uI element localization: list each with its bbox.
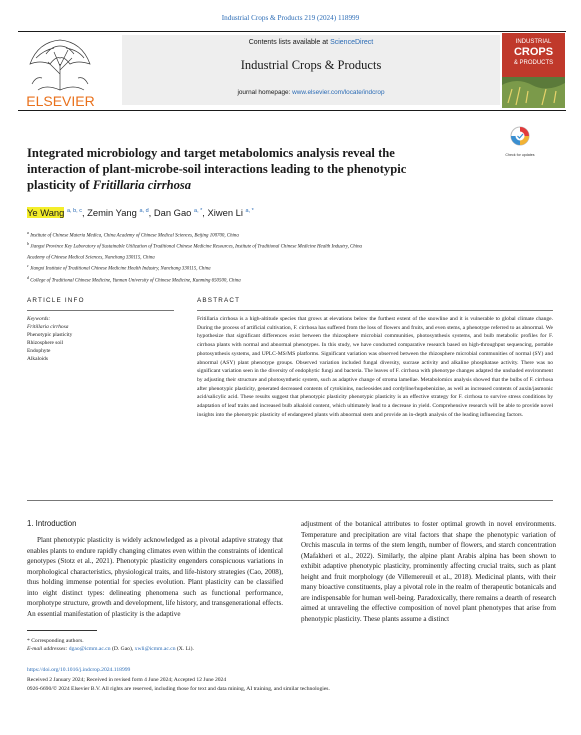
crossmark-icon — [505, 125, 535, 147]
abstract-divider — [197, 310, 553, 311]
affiliation-item — [27, 229, 537, 240]
contents-available-line — [122, 39, 500, 46]
crossmark-label: Check for updates — [505, 153, 535, 157]
keyword-item: Alkaloids — [27, 356, 48, 362]
introduction-right-column: adjustment of the botanical attributes to foster optimal growth in novel environments. Temperature and precipitation are vital factors that shape the phenotypic variation of Orchis mascula in terms of the stem length, number of flowers, and starch concentration (Mafakheri et al., 2022). Similarly, the alpine plant Arabis alpina has been shown to exhibit adaptive phenotypic plasticity, prominently affecting crucial traits, such as plant height and fruit morphology (de Villemereuil et al., 2018). Medicinal plants, with their many bioactive constituents, play a pivotal role in the realm of therapeutic botanicals and are indispensable for human well-being. Paradoxically, there remains a dearth of research aimed at unraveling the effective composition of novel plant phenotypes that arise from phenotypic plasticity. These plants assume a distinct — [301, 520, 556, 623]
journal-reference[interactable]: Industrial Crops & Products 219 (2024) 118999 — [221, 14, 360, 22]
article-info-divider — [27, 310, 174, 311]
email-owner: (X. Li). — [175, 646, 194, 652]
keywords-label: Keywords: — [27, 316, 51, 322]
journal-cover-icon — [502, 33, 565, 108]
author-list: Ye Wang $^{a, b, c}$, Zemin Yang $^{a, d}$, Dan Gao $^{a, *}$, Xiwen Li $^{a, *}$ — [27, 207, 254, 218]
author-name[interactable]: Ye Wang — [27, 207, 65, 218]
title-line-3-prefix: plasticity of — [27, 178, 93, 192]
article-info-heading: ARTICLE INFO — [27, 297, 85, 304]
email-label: E-mail addresses: — [27, 646, 69, 652]
email-line — [27, 645, 194, 653]
author-name[interactable]: Zemin Yang — [87, 207, 137, 218]
homepage-link[interactable]: www.elsevier.com/locate/indcrop — [292, 89, 385, 96]
title-line-2: interaction of plant-microbe-soil interactions leading to the phenotypic — [27, 162, 407, 176]
keywords-block — [27, 315, 174, 363]
affiliation-item — [27, 240, 537, 251]
keyword-item — [27, 323, 174, 331]
author-affiliation-marks[interactable]: a, * — [245, 207, 254, 214]
keyword-item: Endophyte — [27, 348, 51, 354]
email-owner: (D. Gao), — [110, 646, 135, 652]
author-affiliation-marks[interactable]: a, b, c — [66, 207, 82, 214]
affiliation-mark: a — [27, 230, 29, 235]
publisher-name: ELSEVIER — [26, 93, 95, 109]
author-name[interactable]: Dan Gao — [153, 207, 192, 218]
check-for-updates-badge[interactable] — [505, 125, 535, 157]
footnote-divider — [27, 630, 97, 631]
affiliation-text: Academy of Chinese Medical Sciences, Nanchang 330115, China — [27, 255, 155, 261]
journal-cover-image[interactable] — [502, 33, 565, 108]
elsevier-tree-icon — [18, 34, 103, 92]
affiliation-text: Jiangxi Province Key Laboratory of Sustainable Utilization of Traditional Chinese Medicine Resources, Institute of Traditional Chinese Medicine Health Industry, China — [30, 244, 362, 250]
author-name[interactable]: Xiwen Li — [207, 207, 243, 218]
affiliations — [27, 229, 537, 285]
affiliation-text: Institute of Chinese Materia Medica, China Academy of Chinese Medical Sciences, Beijing 100700, China — [30, 233, 239, 239]
title-species: Fritillaria cirrhosa — [92, 178, 192, 192]
title-line-1: Integrated microbiology and target metabolomics analysis reveal the — [27, 146, 395, 160]
sciencedirect-link[interactable]: ScienceDirect — [330, 39, 374, 46]
abstract-text: Fritillaria cirrhosa is a high-altitude species that grows at elevations below the furthest extent of the snowline and it is vulnerable to global climate change. During the process of artificial cultivation, F. cirrhosa has suffered from the loss of flowers and fruits, and even stems, a phenotype referred to as abnormal. We hypothesize that significant differences exist between the rhizosphere microbial communities, photosynthesis systems, and bulb metabolic profiles for F. cirrhosa plants with normal and abnormal phenotypes. In this study, we have conducted comparative research based on high-throughput sequencing, portable photosynthesis systems, and UPLC-MS/MS platforms. Significant variation was observed between the rhizosphere microbial communities of normal (SY) and abnormal (ASY) plant phenotype groups. Observed variation included fungal diversity, sucrase activity and alkaline phosphatase activity. There was no significant variation seen in the diversity of endophytic fungi and bacteria. The leaves of F. cirrhosa with phenotype changes adapted the unshaded environment by adjusting their structure and photosynthetic system, such as adaptive change of stroma lamellae. Metabolomics analysis showed that the bulbs of F. cirrhosa after phenotypic plasticity, generated decreased contents of cytokinins, nucleosides and cordyline/hupebenizine, as well as increased contents of auxin/jasmonic acid/salicylic acid. These results suggest that phenotypic plasticity phenotypic plasticity is an effective strategy for F. cirrhosa to survive stress conditions by adaptation of leaf traits and increased bulb alkaloid content, which ultimately lead to a decrease in yield. Comprehensive research will be able to provide novel insights into the phenotypic plasticity of endangered plants with abnormal stem and provide an in-depth analysis of the leading influencing factors. — [197, 316, 553, 418]
affiliation-text: College of Traditional Chinese Medicine, Yunnan University of Chinese Medicine, Kunming 650500, China — [30, 278, 241, 284]
introduction-heading: 1. Introduction — [27, 519, 77, 528]
contents-prefix: Contents lists available at — [248, 39, 331, 46]
affiliation-item — [27, 251, 537, 262]
masthead — [122, 35, 500, 105]
affiliation-text: Jiangxi Institute of Traditional Chinese Medicine Health Industry, Nanchang 330115, China — [30, 267, 211, 272]
journal-header — [18, 31, 566, 111]
affiliation-mark: d — [27, 274, 29, 280]
abstract-bottom-divider — [27, 500, 553, 501]
homepage-line — [122, 89, 500, 96]
email-link[interactable]: xwli@icmm.ac.cn — [134, 646, 176, 652]
received-dates: Received 2 January 2024; Received in revised form 4 June 2024; Accepted 12 June 2024 — [27, 677, 227, 683]
affiliation-mark: b — [27, 241, 29, 247]
keyword-item: Phenotypic plasticity — [27, 332, 73, 338]
affiliation-item — [27, 274, 537, 285]
homepage-prefix: journal homepage: — [237, 89, 293, 96]
cover-title-line3: & PRODUCTS — [513, 60, 554, 66]
elsevier-logo — [18, 34, 103, 109]
author-affiliation-marks[interactable]: a, * — [194, 207, 203, 214]
keyword-text: Fritillaria cirrhosa — [27, 324, 69, 330]
abstract-heading: ABSTRACT — [197, 297, 241, 304]
introduction-left-column: Plant phenotypic plasticity is widely acknowledged as a pivotal adaptive strategy that enables plants to endure rapidly changing climates even within the constraints of identical genotypes (Stotz et al., 2021). Phenotypic plasticity engenders conspicuous variations in morphological characteristics, physiological traits, and life-history strategies (Cao, 2008), thus holding immense potential for species evolution. Plant plasticity can be classified into eight distinct types: delineating phenomena such as functional performance, morphotype structure, growth and development, life history, and transgenerational effects. An essential manifestation of plasticity is the adaptive — [27, 536, 283, 618]
journal-title: Industrial Crops & Products — [240, 58, 382, 72]
email-link[interactable]: dgao@icmm.ac.cn — [68, 646, 111, 652]
doi-link[interactable]: https://doi.org/10.1016/j.indcrop.2024.118999 — [27, 667, 131, 673]
corresponding-authors-note: * Corresponding authors. — [27, 638, 84, 644]
cover-title-line1: INDUSTRIAL — [515, 39, 552, 45]
author-affiliation-marks[interactable]: a, d — [139, 207, 149, 214]
keyword-item: Rhizosphere soil — [27, 340, 64, 346]
article-title — [27, 145, 497, 193]
footnote — [27, 637, 194, 653]
cover-title-line2: CROPS — [513, 46, 554, 58]
affiliation-item — [27, 262, 537, 273]
affiliation-mark: c — [27, 263, 29, 269]
copyright-notice: 0926-6690/© 2024 Elsevier B.V. All rights are reserved, including those for text and data mining, AI training, and similar technologies. — [27, 686, 330, 692]
